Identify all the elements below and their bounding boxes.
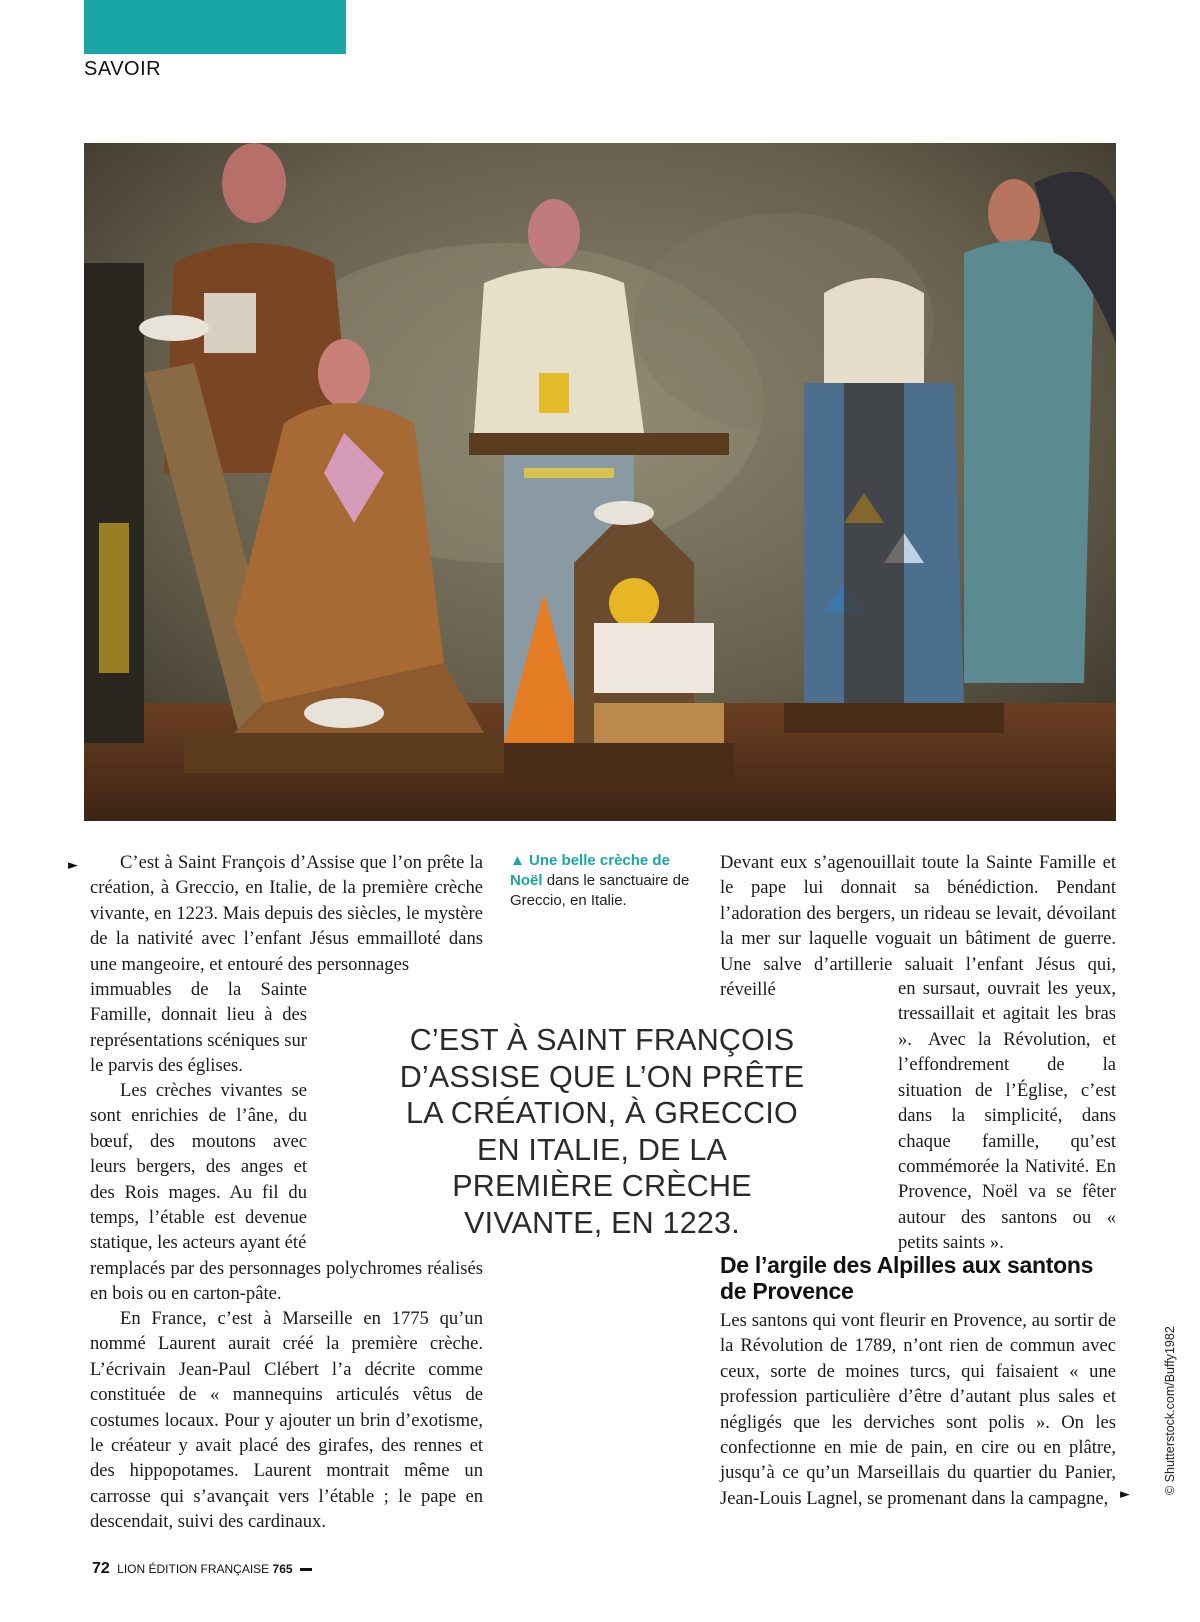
nativity-scene-illustration [84, 143, 1116, 821]
photo-caption [510, 851, 690, 911]
page-number: 72 [92, 1560, 110, 1577]
col1-paragraph-2-bottom: remplacés par des personnages polychromes réalisés en bois ou en carton-pâte. [90, 1258, 483, 1305]
col1-paragraph-1-wrap: immuables de la Sainte Famille, donnait lieu à des représentations scéniques sur le parvis des églises. [90, 979, 307, 1077]
continue-arrow: ► [1120, 1487, 1130, 1502]
caption-text: dans le sanctuaire de Greccio, en Italie. [510, 872, 690, 909]
magazine-name: LION ÉDITION FRANÇAISE [117, 1562, 270, 1576]
col2-paragraph-2-wrap [898, 1027, 1116, 1256]
col2-paragraph-1-top: Devant eux s’agenouillait toute la Sainte Famille et le pape lui donnait sa bénédiction. Pendant l’adoration des bergers, un rideau se levait, dévoilant la mer sur laquelle voguait un bâtiment de guerre. Une salve d’artillerie saluait l’enfant Jésus qui, réveillé [720, 852, 1116, 1001]
photo-credit: © Shutterstock.com/Buffy1982 [1163, 1326, 1177, 1495]
col2-paragraph-3: Les santons qui vont fleurir en Provence, au sortir de la Révolution de 1789, n’ont rien de commun avec ceux, sorte de moines turcs, qui faisaient « une profession particulière d’être d’autant plus sales et négligés que les derviches sont polis ». On les confectionne en mie de pain, en cire ou en plâtre, jusqu’à ce qu’un Marseillais du quartier du Panier, Jean-Louis Lagnel, se promenant dans la campagne, [720, 1310, 1116, 1509]
col1-p1-top-text: C’est à Saint François d’Assise que l’on prête la création, à Greccio, en Italie, de la première crèche vivante, en 1223. Mais depuis des siècles, le mystère de la nativité avec l’enfant Jésus emmailloté dans une mangeoire, et entouré des personnages [90, 852, 483, 975]
nativity-photo [84, 143, 1116, 821]
col2-p2-wrap-text: Avec la Révolution, et l’effondrement de la situation de l’Église, c’est dans la simplicité, dans chaque famille, qu’est commémorée la Nativité. En Provence, Noël va se fêter autour des santons ou « petits saints ». [898, 1029, 1116, 1254]
issue-number: 765 [272, 1562, 293, 1576]
continue-from-arrow: ► [68, 858, 78, 873]
pull-quote: C’EST À SAINT FRANÇOIS D’ASSISE QUE L’ON PRÊTE LA CRÉATION, À GRECCIO EN ITALIE, DE LA PREMIÈRE CRÈCHE VIVANTE, EN 1223. [399, 1023, 805, 1240]
footer-rule [300, 1568, 312, 1571]
col2-paragraph-1-wrap: en sursaut, ouvrait les yeux, tressaillait et agitait les bras ». [898, 978, 1116, 1050]
caption-marker: ▲ [510, 852, 525, 869]
col1-p3-text: En France, c’est à Marseille en 1775 qu’un nommé Laurent aurait créé la première crèche. L’écrivain Jean-Paul Clébert l’a décrite comme constituée de « mannequins articulés vêtus de costumes locaux. Pour y ajouter un brin d’exotisme, le créateur y avait placé des girafes, des rennes et des hippopotames. Laurent montrait même un carrosse qui s’avançait vers l’étable ; le pape en descendait, suivi des cardinaux. [90, 1308, 483, 1533]
page-footer [92, 1560, 312, 1578]
caption-lead: Une belle crèche de Noël [510, 852, 670, 889]
section-color-tab [84, 0, 346, 54]
col1-paragraph-2-wrap [90, 1078, 307, 1256]
col1-paragraph-1-top [90, 850, 483, 977]
section-label: SAVOIR [84, 58, 162, 80]
subheading: De l’argile des Alpilles aux santons de Provence [720, 1252, 1094, 1304]
col1-paragraph-3 [90, 1306, 483, 1535]
col1-p2-wrap-text: Les crèches vivantes se sont enrichies de l’âne, du bœuf, des moutons avec leurs bergers, des anges et des Rois mages. Au fil du temps, l’étable est devenue statique, les acteurs ayant été [90, 1080, 307, 1254]
